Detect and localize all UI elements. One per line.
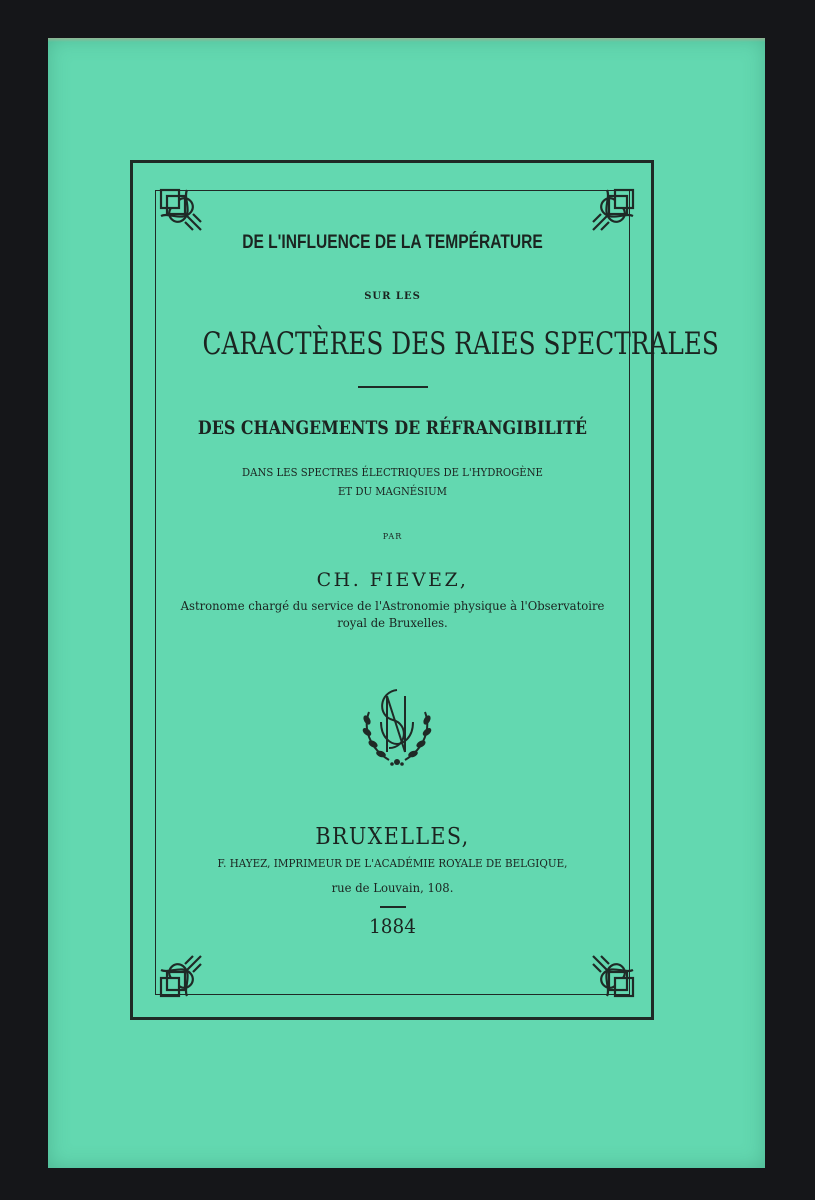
year-divider <box>380 906 406 908</box>
monogram-wreath-icon <box>357 682 437 772</box>
author-role-line-1: Astronome chargé du service de l'Astronomie physique à l'Observatoire <box>180 598 605 613</box>
imprint-city: BRUXELLES, <box>315 824 470 850</box>
corner-ornament-icon <box>589 952 637 1000</box>
title-line-1: DE L'INFLUENCE DE LA TEMPÉRATURE <box>242 232 543 253</box>
publication-year: 1884 <box>369 914 416 938</box>
subtitle-line-2: DANS LES SPECTRES ÉLECTRIQUES DE L'HYDROGÈNE <box>242 466 543 479</box>
title-line-2: SUR LES <box>364 291 421 302</box>
subtitle-line-3: ET DU MAGNÉSIUM <box>337 485 448 498</box>
title-divider <box>358 386 428 388</box>
corner-ornament-icon <box>589 186 637 234</box>
imprint-address: rue de Louvain, 108. <box>331 880 454 895</box>
imprint-printer: F. HAYEZ, IMPRIMEUR DE L'ACADÉMIE ROYALE DE BELGIQUE, <box>217 856 568 870</box>
inner-border <box>155 190 719 995</box>
corner-ornament-icon <box>157 952 205 1000</box>
author-role-line-2: royal de Bruxelles. <box>337 615 448 630</box>
subtitle-line-1: DES CHANGEMENTS DE RÉFRANGIBILITÉ <box>197 418 588 439</box>
corner-ornament-icon <box>157 186 205 234</box>
by-label: PAR <box>382 532 403 541</box>
author-name: CH. FIEVEZ, <box>316 569 469 591</box>
title-line-3: CARACTÈRES DES RAIES SPECTRALES <box>202 326 719 362</box>
